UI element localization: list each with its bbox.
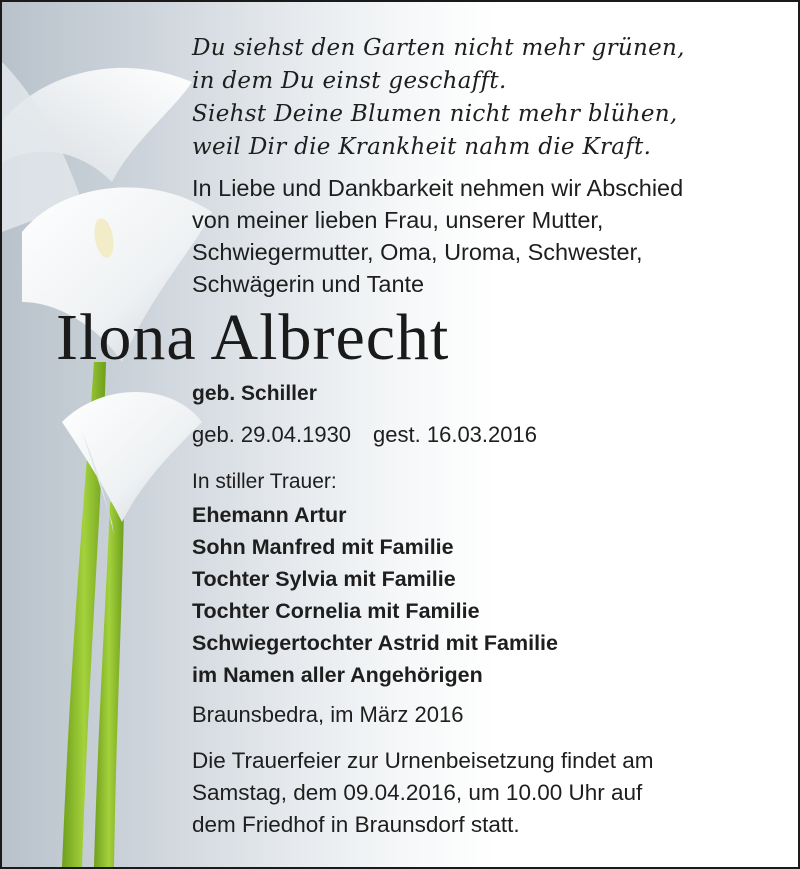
poem-line: weil Dir die Krankheit nahm die Kraft. xyxy=(192,134,652,160)
poem-line: Du siehst den Garten nicht mehr grünen, xyxy=(192,35,685,61)
birth-date: geb. 29.04.1930 xyxy=(192,422,352,447)
list-item: im Namen aller Angehörigen xyxy=(192,663,483,687)
deceased-name: Ilona Albrecht xyxy=(56,301,450,374)
intro-text xyxy=(192,172,683,300)
service-line: Samstag, dem 09.04.2016, um 10.00 Uhr auf xyxy=(192,780,643,805)
mourning-title: In stiller Trauer: xyxy=(192,470,337,493)
service-info xyxy=(192,745,653,841)
mourners-list xyxy=(192,499,558,691)
intro-line: von meiner lieben Frau, unserer Mutter, xyxy=(192,207,604,233)
intro-line: Schwiegermutter, Oma, Uroma, Schwester, xyxy=(192,239,643,265)
place-date: Braunsbedra, im März 2016 xyxy=(192,702,464,727)
service-line: dem Friedhof in Braunsdorf statt. xyxy=(192,812,520,837)
life-dates xyxy=(192,422,537,448)
list-item: Tochter Cornelia mit Familie xyxy=(192,599,480,623)
poem-line: in dem Du einst geschafft. xyxy=(192,68,507,94)
service-line: Die Trauerfeier zur Urnenbeisetzung findet am xyxy=(192,748,654,773)
list-item: Schwiegertochter Astrid mit Familie xyxy=(192,631,558,655)
intro-line: Schwägerin und Tante xyxy=(192,271,425,297)
poem xyxy=(192,32,685,164)
poem-line: Siehst Deine Blumen nicht mehr blühen, xyxy=(192,101,678,127)
list-item: Sohn Manfred mit Familie xyxy=(192,535,454,559)
maiden-name: geb. Schiller xyxy=(192,382,317,405)
death-date: gest. 16.03.2016 xyxy=(373,422,537,447)
list-item: Ehemann Artur xyxy=(192,503,347,527)
intro-line: In Liebe und Dankbarkeit nehmen wir Abschied xyxy=(192,175,684,201)
list-item: Tochter Sylvia mit Familie xyxy=(192,567,456,591)
